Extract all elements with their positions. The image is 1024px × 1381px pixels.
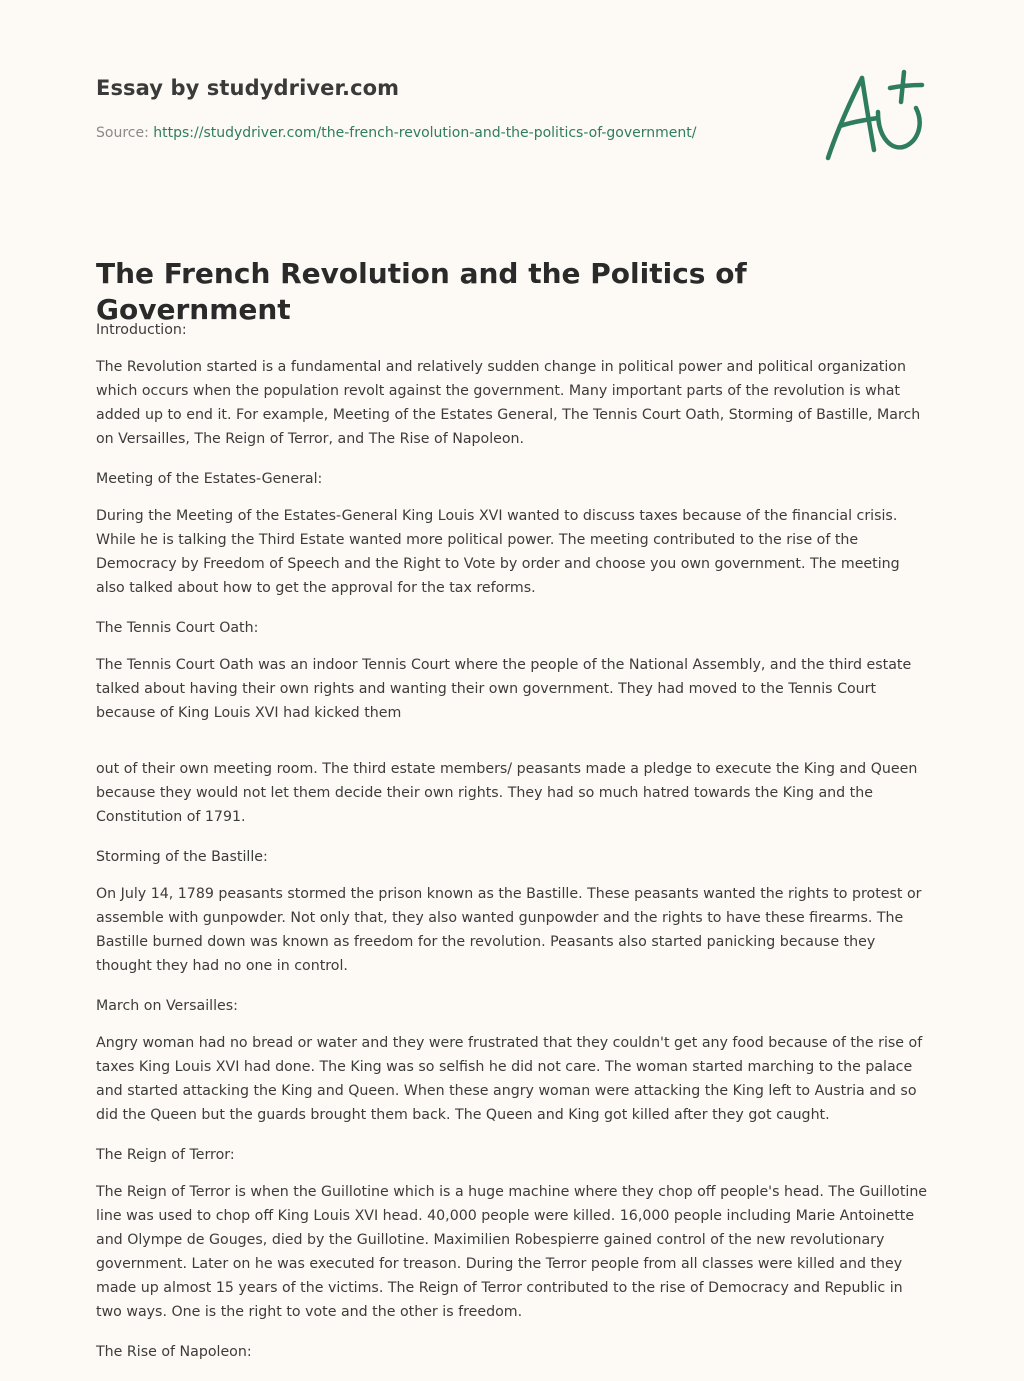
a-plus-logo-icon <box>818 66 930 166</box>
body-paragraph: out of their own meeting room. The third estate members/ peasants made a pledge to execute the King and Queen because they would not let them decide their own rights. They had so much hatred towards the King and the Constitution of 1791. <box>96 761 918 825</box>
body-paragraph: On July 14, 1789 peasants stormed the prison known as the Bastille. These peasants wanted the rights to protest or assemble with gunpowder. Not only that, they also wanted gunpowder and the rights to have these firearms. The Bastille burned down was known as freedom for the revolution. Peasants also started panicking because they thought they had no one in control. <box>96 886 922 974</box>
section-heading: The Rise of Napoleon: <box>96 1344 252 1360</box>
body-paragraph: The Reign of Terror is when the Guillotine which is a huge machine where they chop off people's head. The Guillotine line was used to chop off King Louis XVI head. 40,000 people were killed. 16,000 people including Marie Antoinette and Olympe de Gouges, died by the Guillotine. Maximilien Robespierre gained control of the new revolutionary government. Later on he was executed for treason. During the Terror people from all classes were killed and they made up almost 15 years of the victims. The Reign of Terror contributed to the rise of Democracy and Republic in two ways. One is the right to vote and the other is freedom. <box>96 1184 928 1320</box>
body-paragraph: Angry woman had no bread or water and they were frustrated that they couldn't get any food because of the rise of taxes King Louis XVI had done. The King was so selfish he did not care. The woman started marching to the palace and started attacking the King and Queen. When these angry woman were attacking the King left to Austria and so did the Queen but the guards brought them back. The Queen and King got killed after they got caught. <box>96 1035 923 1123</box>
body-paragraph: The Tennis Court Oath was an indoor Tennis Court where the people of the National Assembly, and the third estate talked about having their own rights and wanting their own government. They had moved to the Tennis Court because of King Louis XVI had kicked them <box>96 657 912 721</box>
section-heading: Introduction: <box>96 322 187 338</box>
body-paragraph: During the Meeting of the Estates-General King Louis XVI wanted to discuss taxes because of the financial crisis. While he is talking the Third Estate wanted more political power. The meeting contributed to the rise of the Democracy by Freedom of Speech and the Right to Vote by order and choose you own government. The meeting also talked about how to get the approval for the tax reforms. <box>96 508 900 596</box>
source-line <box>96 125 696 141</box>
body-paragraph: The Revolution started is a fundamental and relatively sudden change in political power and political organization which occurs when the population revolt against the government. Many important parts of the revolution is what added up to end it. For example, Meeting of the Estates General, The Tennis Court Oath, Storming of Bastille, March on Versailles, The Reign of Terror, and The Rise of Napoleon. <box>96 359 921 447</box>
section-heading: Meeting of the Estates-General: <box>96 471 323 487</box>
section-heading: March on Versailles: <box>96 998 238 1014</box>
document-body <box>96 318 928 1377</box>
section-heading: The Tennis Court Oath: <box>96 620 259 636</box>
section-heading: The Reign of Terror: <box>96 1147 235 1163</box>
source-label: Source: <box>96 125 149 141</box>
section-heading: Storming of the Bastille: <box>96 849 268 865</box>
document-title: The French Revolution and the Politics of Government <box>96 257 747 326</box>
site-brand: Essay by studydriver.com <box>96 76 400 100</box>
source-link[interactable]: https://studydriver.com/the-french-revolution-and-the-politics-of-government/ <box>153 125 697 141</box>
